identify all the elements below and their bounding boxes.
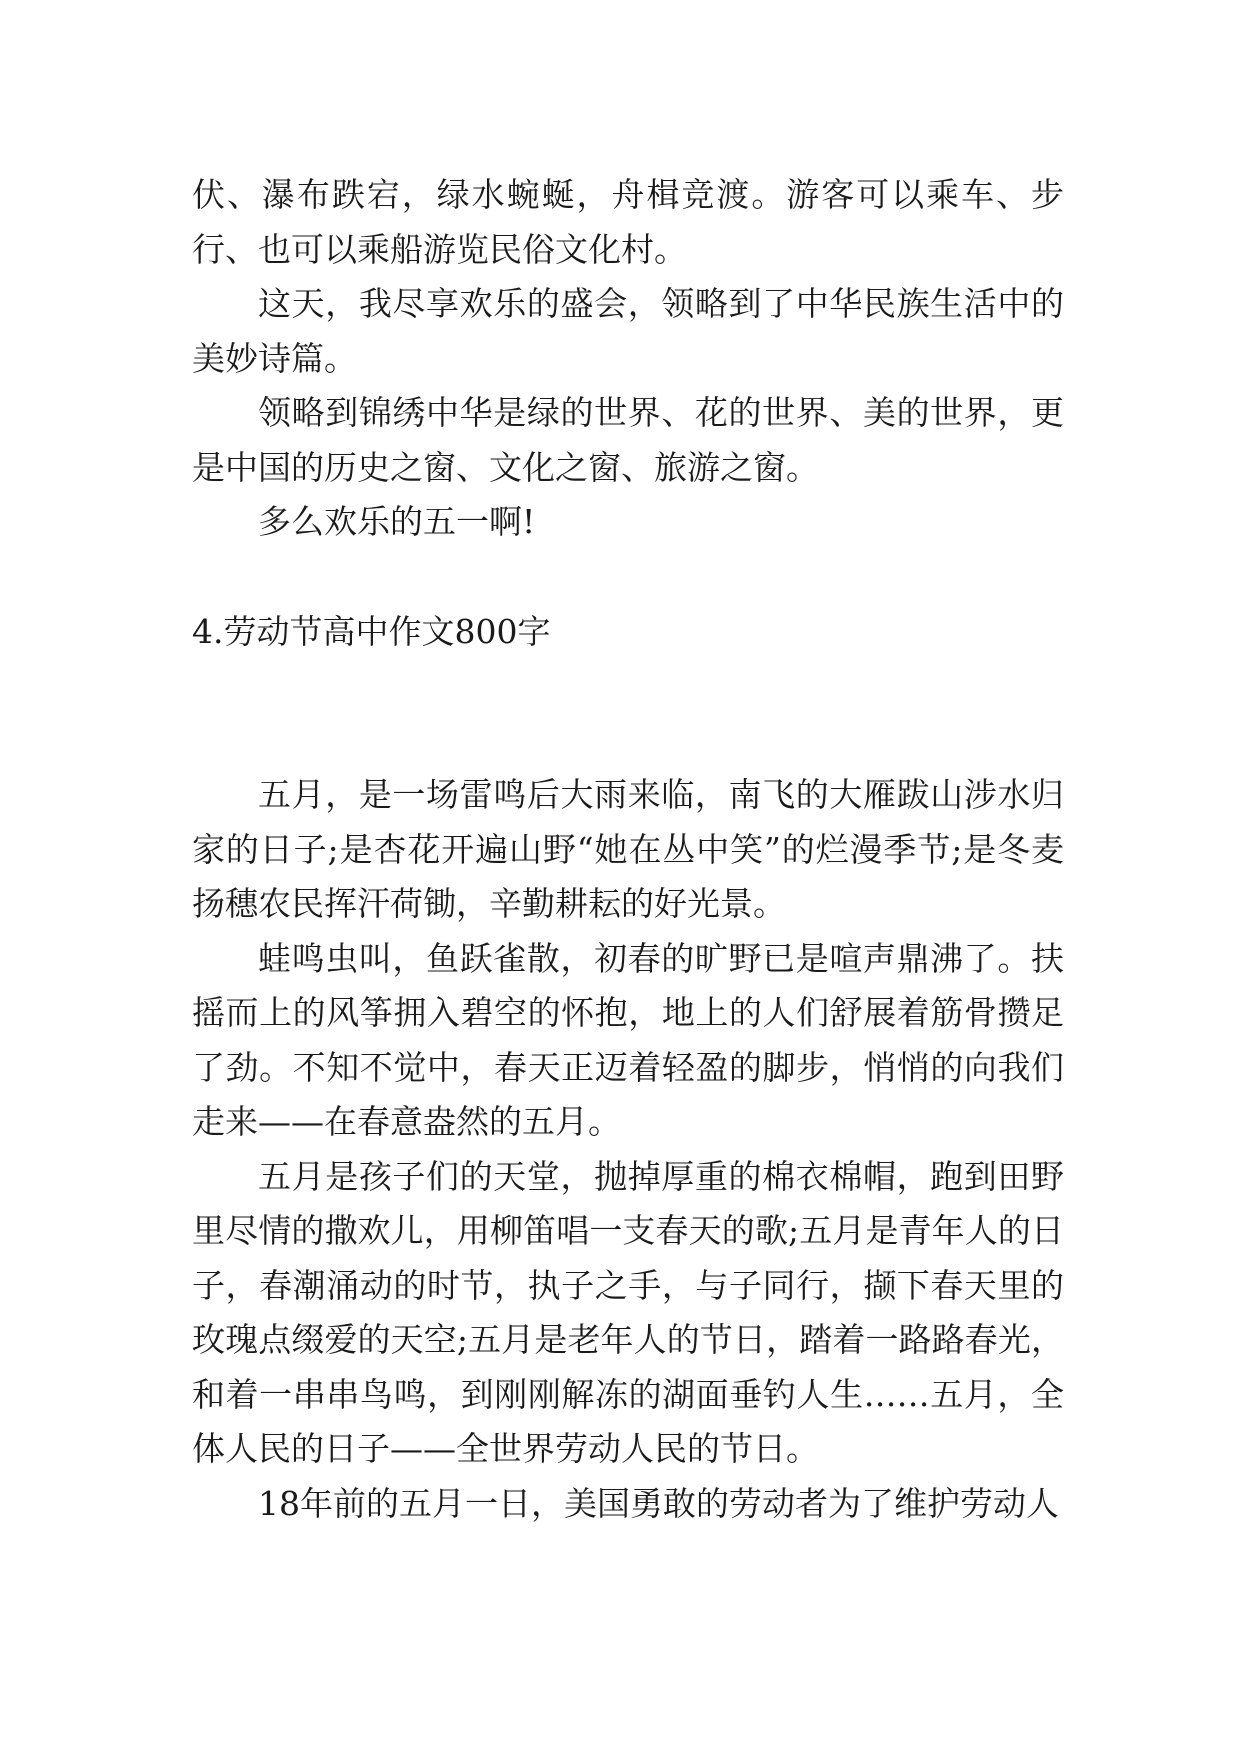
paragraph: 蛙鸣虫叫，鱼跃雀散，初春的旷野已是喧声鼎沸了。扶摇而上的风筝拥入碧空的怀抱，地上的人们舒展着筋骨攒足了劲。不知不觉中，春天正迈着轻盈的脚步，悄悄的向我们走来——在春意盎然的五月。 [192, 938, 1064, 1141]
document-body [192, 168, 1064, 1531]
paragraph: 多么欢乐的五一啊! [258, 502, 536, 541]
section-heading: 4.劳动节高中作文800字 [192, 611, 551, 651]
paragraph: 18年前的五月一日，美国勇敢的劳动者为了维护劳动人 [258, 1483, 1059, 1523]
paragraph-continuation: 伏、瀑布跌宕，绿水蜿蜒，舟楫竞渡。游客可以乘车、步行、也可以乘船游览民俗文化村。 [192, 175, 1064, 269]
paragraph: 领略到锦绣中华是绿的世界、花的世界、美的世界，更是中国的历史之窗、文化之窗、旅游之窗。 [192, 393, 1064, 487]
paragraph: 五月，是一场雷鸣后大雨来临，南飞的大雁跋山涉水归家的日子;是杏花开遍山野“她在丛中笑”的烂漫季节;是冬麦扬穗农民挥汗荷锄，辛勤耕耘的好光景。 [192, 775, 1064, 923]
paragraph: 五月是孩子们的天堂，抛掉厚重的棉衣棉帽，跑到田野里尽情的撒欢儿，用柳笛唱一支春天的歌;五月是青年人的日子，春潮涌动的时节，执子之手，与子同行，撷下春天里的玫瑰点缀爱的天空;五月是老年人的节日，踏着一路路春光，和着一串串鸟鸣，到刚刚解冻的湖面垂钓人生……五月，全体人民的日子——全世界劳动人民的节日。 [192, 1156, 1064, 1468]
paragraph: 这天，我尽享欢乐的盛会，领略到了中华民族生活中的美妙诗篇。 [192, 284, 1064, 378]
